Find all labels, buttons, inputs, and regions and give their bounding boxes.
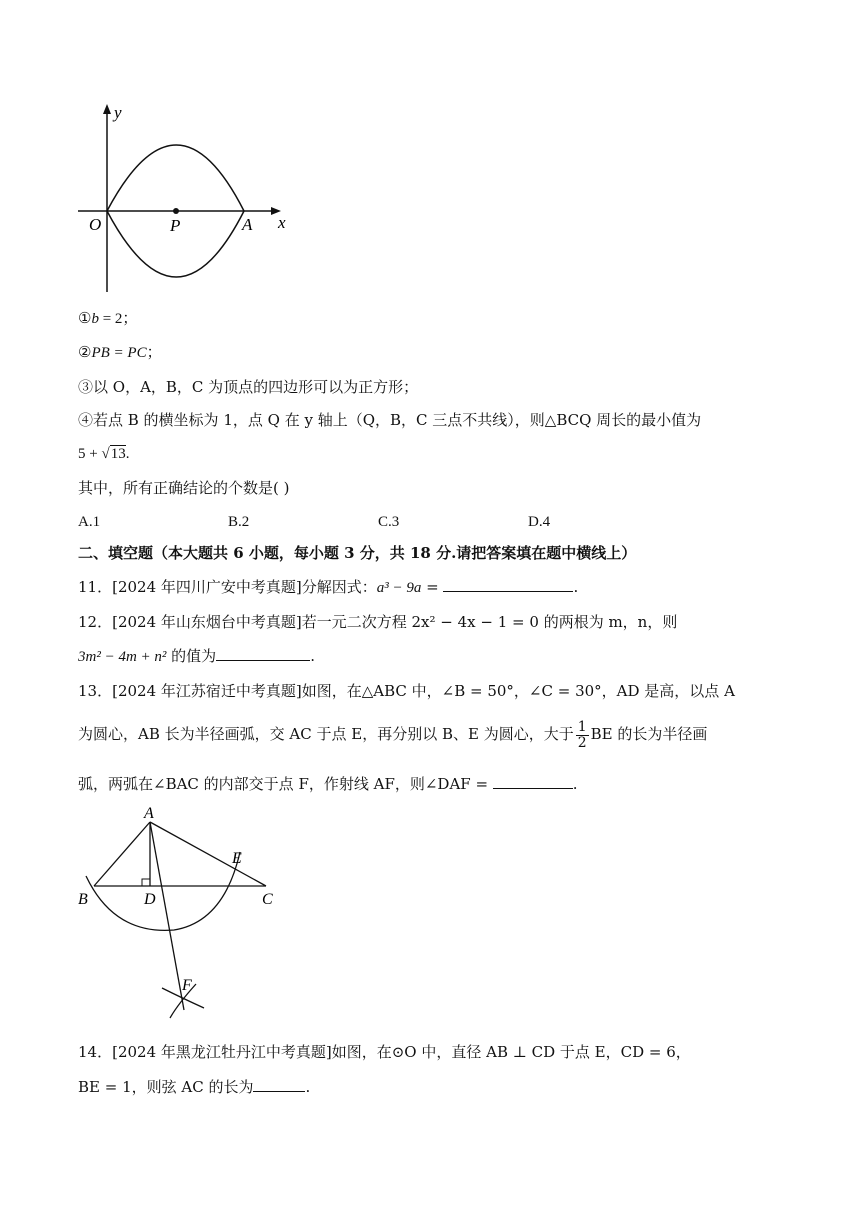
side-ac — [150, 822, 266, 886]
q14-line2: BE = 1，则弦 AC 的长为 — [78, 1078, 254, 1096]
q11-eq: = — [421, 578, 444, 596]
label-d-tri: D — [144, 891, 156, 908]
y-axis-arrow — [103, 104, 111, 114]
statement-3: ③以 O，A，B，C 为顶点的四边形可以为正方形； — [78, 378, 419, 396]
label-e-tri: E — [232, 850, 242, 867]
label-a: A — [242, 215, 253, 234]
question-14-line-1: 14．[2024 年黑龙江牡丹江中考真题]如图，在⊙O 中，直径 AB ⊥ CD 于点 E，CD = 6， — [78, 1043, 691, 1061]
label-c-tri: C — [262, 891, 273, 908]
q13-fraction — [576, 720, 589, 751]
q14-answer-blank[interactable] — [253, 1077, 305, 1092]
question-13-line-2 — [78, 716, 707, 752]
statement-1-end: ； — [122, 309, 138, 327]
question-12-line-2 — [78, 646, 315, 667]
statement-1-mark: ① — [78, 309, 92, 327]
question-13-line-3 — [78, 774, 578, 794]
statement-4-value: 5 + √13. — [78, 446, 130, 462]
statement-4-value-root: 13 — [110, 446, 126, 462]
q13-answer-blank[interactable] — [493, 774, 573, 789]
statement-1-eq: = 2 — [98, 311, 123, 327]
q14-end: . — [305, 1078, 311, 1096]
option-a[interactable]: A.1 — [78, 514, 101, 530]
q11-end: . — [573, 578, 579, 596]
question-12-line-1: 12．[2024 年山东烟台中考真题]若一元二次方程 2x² − 4x − 1 = 0 的两根为 m，n，则 — [78, 613, 678, 631]
q13-line2-pre: 为圆心，AB 长为半径画弧，交 AC 于点 E，再分别以 B、E 为圆心，大于 — [78, 725, 574, 743]
option-b[interactable]: B.2 — [228, 514, 250, 530]
label-b-tri: B — [78, 891, 88, 908]
question-13-line-1: 13．[2024 年江苏宿迁中考真题]如图，在△ABC 中，∠B = 50°，∠C = 30°，AD 是高，以点 A — [78, 682, 735, 700]
q13-end: . — [572, 775, 578, 793]
upper-parabola — [107, 145, 244, 211]
q13-line2-post: BE 的长为半径画 — [590, 725, 708, 743]
ray-af — [150, 822, 184, 1010]
option-c[interactable]: C.3 — [378, 514, 400, 530]
label-a-tri: A — [144, 805, 154, 822]
q11-expr: a³ − 9a — [376, 580, 422, 596]
q12-answer-blank[interactable] — [216, 646, 310, 661]
statement-4-value-end: . — [125, 446, 130, 462]
statement-2-mark: ② — [78, 343, 92, 361]
statement-4: ④若点 B 的横坐标为 1，点 Q 在 y 轴上（Q，B，C 三点不共线），则△BCQ 周长的最小值为 — [78, 411, 702, 429]
question-11 — [78, 577, 578, 598]
section-title: 二、填空题（本大题共 6 小题，每小题 3 分，共 18 分.请把答案填在题中横线上） — [78, 544, 637, 562]
statement-1-lhs: b — [91, 311, 99, 327]
label-y: y — [114, 103, 122, 122]
option-d[interactable]: D.4 — [528, 514, 551, 530]
label-f-tri: F — [182, 977, 192, 994]
label-p: P — [170, 216, 181, 235]
question-14-line-2 — [78, 1077, 310, 1097]
statement-4-value-pre: 5 + — [78, 446, 102, 462]
q11-text: 11．[2024 年四川广安中考真题]分解因式： — [78, 578, 377, 596]
triangle-construction-figure — [74, 800, 294, 1032]
statement-2-end: ； — [146, 343, 162, 361]
question-prompt: 其中，所有正确结论的个数是( ) — [78, 479, 290, 497]
label-x: x — [278, 213, 286, 232]
q12-text: 的值为 — [166, 647, 217, 665]
q11-answer-blank[interactable] — [443, 577, 573, 592]
q12-end: . — [310, 647, 315, 665]
right-angle-mark — [142, 879, 150, 886]
q13-frac-den: 2 — [577, 734, 587, 751]
point-p — [173, 208, 179, 214]
q13-line3: 弧，两弧在∠BAC 的内部交于点 F，作射线 AF，则∠DAF = — [78, 775, 493, 793]
label-o: O — [89, 215, 102, 234]
statement-2-text: PB = PC — [91, 345, 147, 361]
statement-2 — [78, 342, 162, 363]
parabola-figure — [72, 100, 302, 300]
q12-expr: 3m² − 4m + n² — [78, 649, 167, 665]
statement-1 — [78, 308, 137, 329]
side-ab — [94, 822, 150, 886]
q13-frac-num: 1 — [577, 718, 587, 735]
